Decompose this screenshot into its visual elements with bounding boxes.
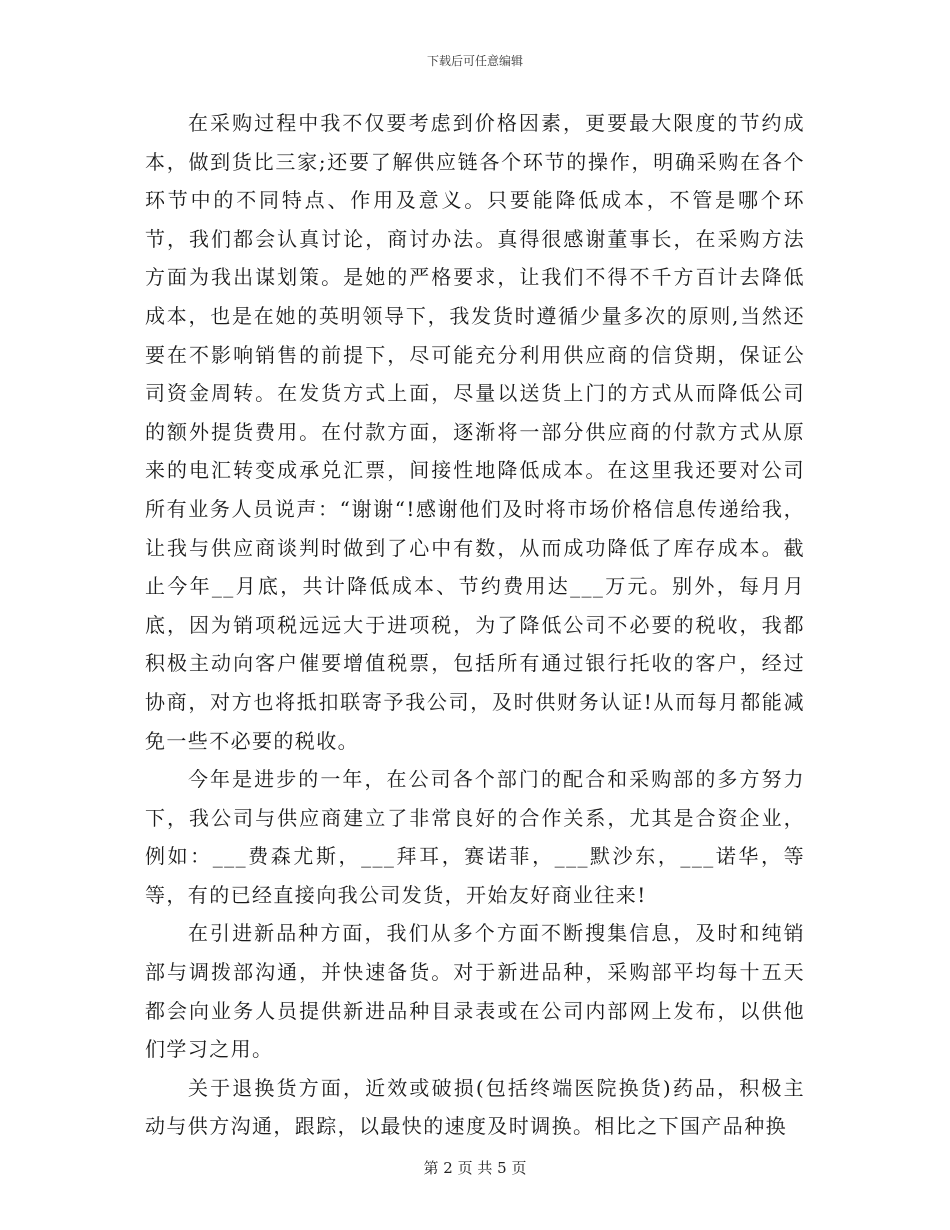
paragraph-procurement-cost: 在采购过程中我不仅要考虑到价格因素，更要最大限度的节约成本，做到货比三家;还要了解供应链各个环节的操作，明确采购在各个环节中的不同特点、作用及意义。只要能降低成本，不管是哪个环节，我们都会认真讨论，商讨办法。真得很感谢董事长，在采购方法方面为我出谋划策。是她的严格要求，让我们不得不千方百计去降低成本，也是在她的英明领导下，我发货时遵循少量多次的原则,当然还要在不影响销售的前提下，尽可能充分利用供应商的信贷期，保证公司资金周转。在发货方式上面，尽量以送货上门的方式从而降低公司的额外提货费用。在付款方面，逐渐将一部分供应商的付款方式从原来的电汇转变成承兑汇票，间接性地降低成本。在这里我还要对公司所有业务人员说声：“谢谢“!感谢他们及时将市场价格信息传递给我，让我与供应商谈判时做到了心中有数，从而成功降低了库存成本。截止今年__月底，共计降低成本、节约费用达___万元。别外，每月月底，因为销项税远远大于进项税，为了降低公司不必要的税收，我都积极主动向客户催要增值税票，包括所有通过银行托收的客户，经过协商，对方也将抵扣联寄予我公司，及时供财务认证!从而每月都能减免一些不必要的税收。	[145, 111, 805, 753]
page-number: 第 2 页 共 5 页	[423, 1159, 527, 1177]
paragraph-new-products: 在引进新品种方面，我们从多个方面不断搜集信息，及时和纯销部与调拨部沟通，并快速备货。对于新进品种，采购部平均每十五天都会向业务人员提供新进品种目录表或在公司内部网上发布，以供他们学习之用。	[145, 921, 805, 1062]
paragraph-supplier-relations: 今年是进步的一年，在公司各个部门的配合和采购部的多方努力下，我公司与供应商建立了非常良好的合作关系，尤其是合资企业，例如：___费森尤斯，___拜耳，赛诺菲，___默沙东，___诺华，等等，有的已经直接向我公司发货，开始友好商业往来!	[145, 767, 805, 907]
page-header: 下载后可任意编辑	[426, 54, 523, 68]
paragraph-returns: 关于退换货方面，近效或破损(包括终端医院换货)药品，积极主动与供方沟通，跟踪，以最快的速度及时调换。相比之下国产品种换	[145, 1075, 805, 1139]
document-body	[145, 104, 805, 1146]
